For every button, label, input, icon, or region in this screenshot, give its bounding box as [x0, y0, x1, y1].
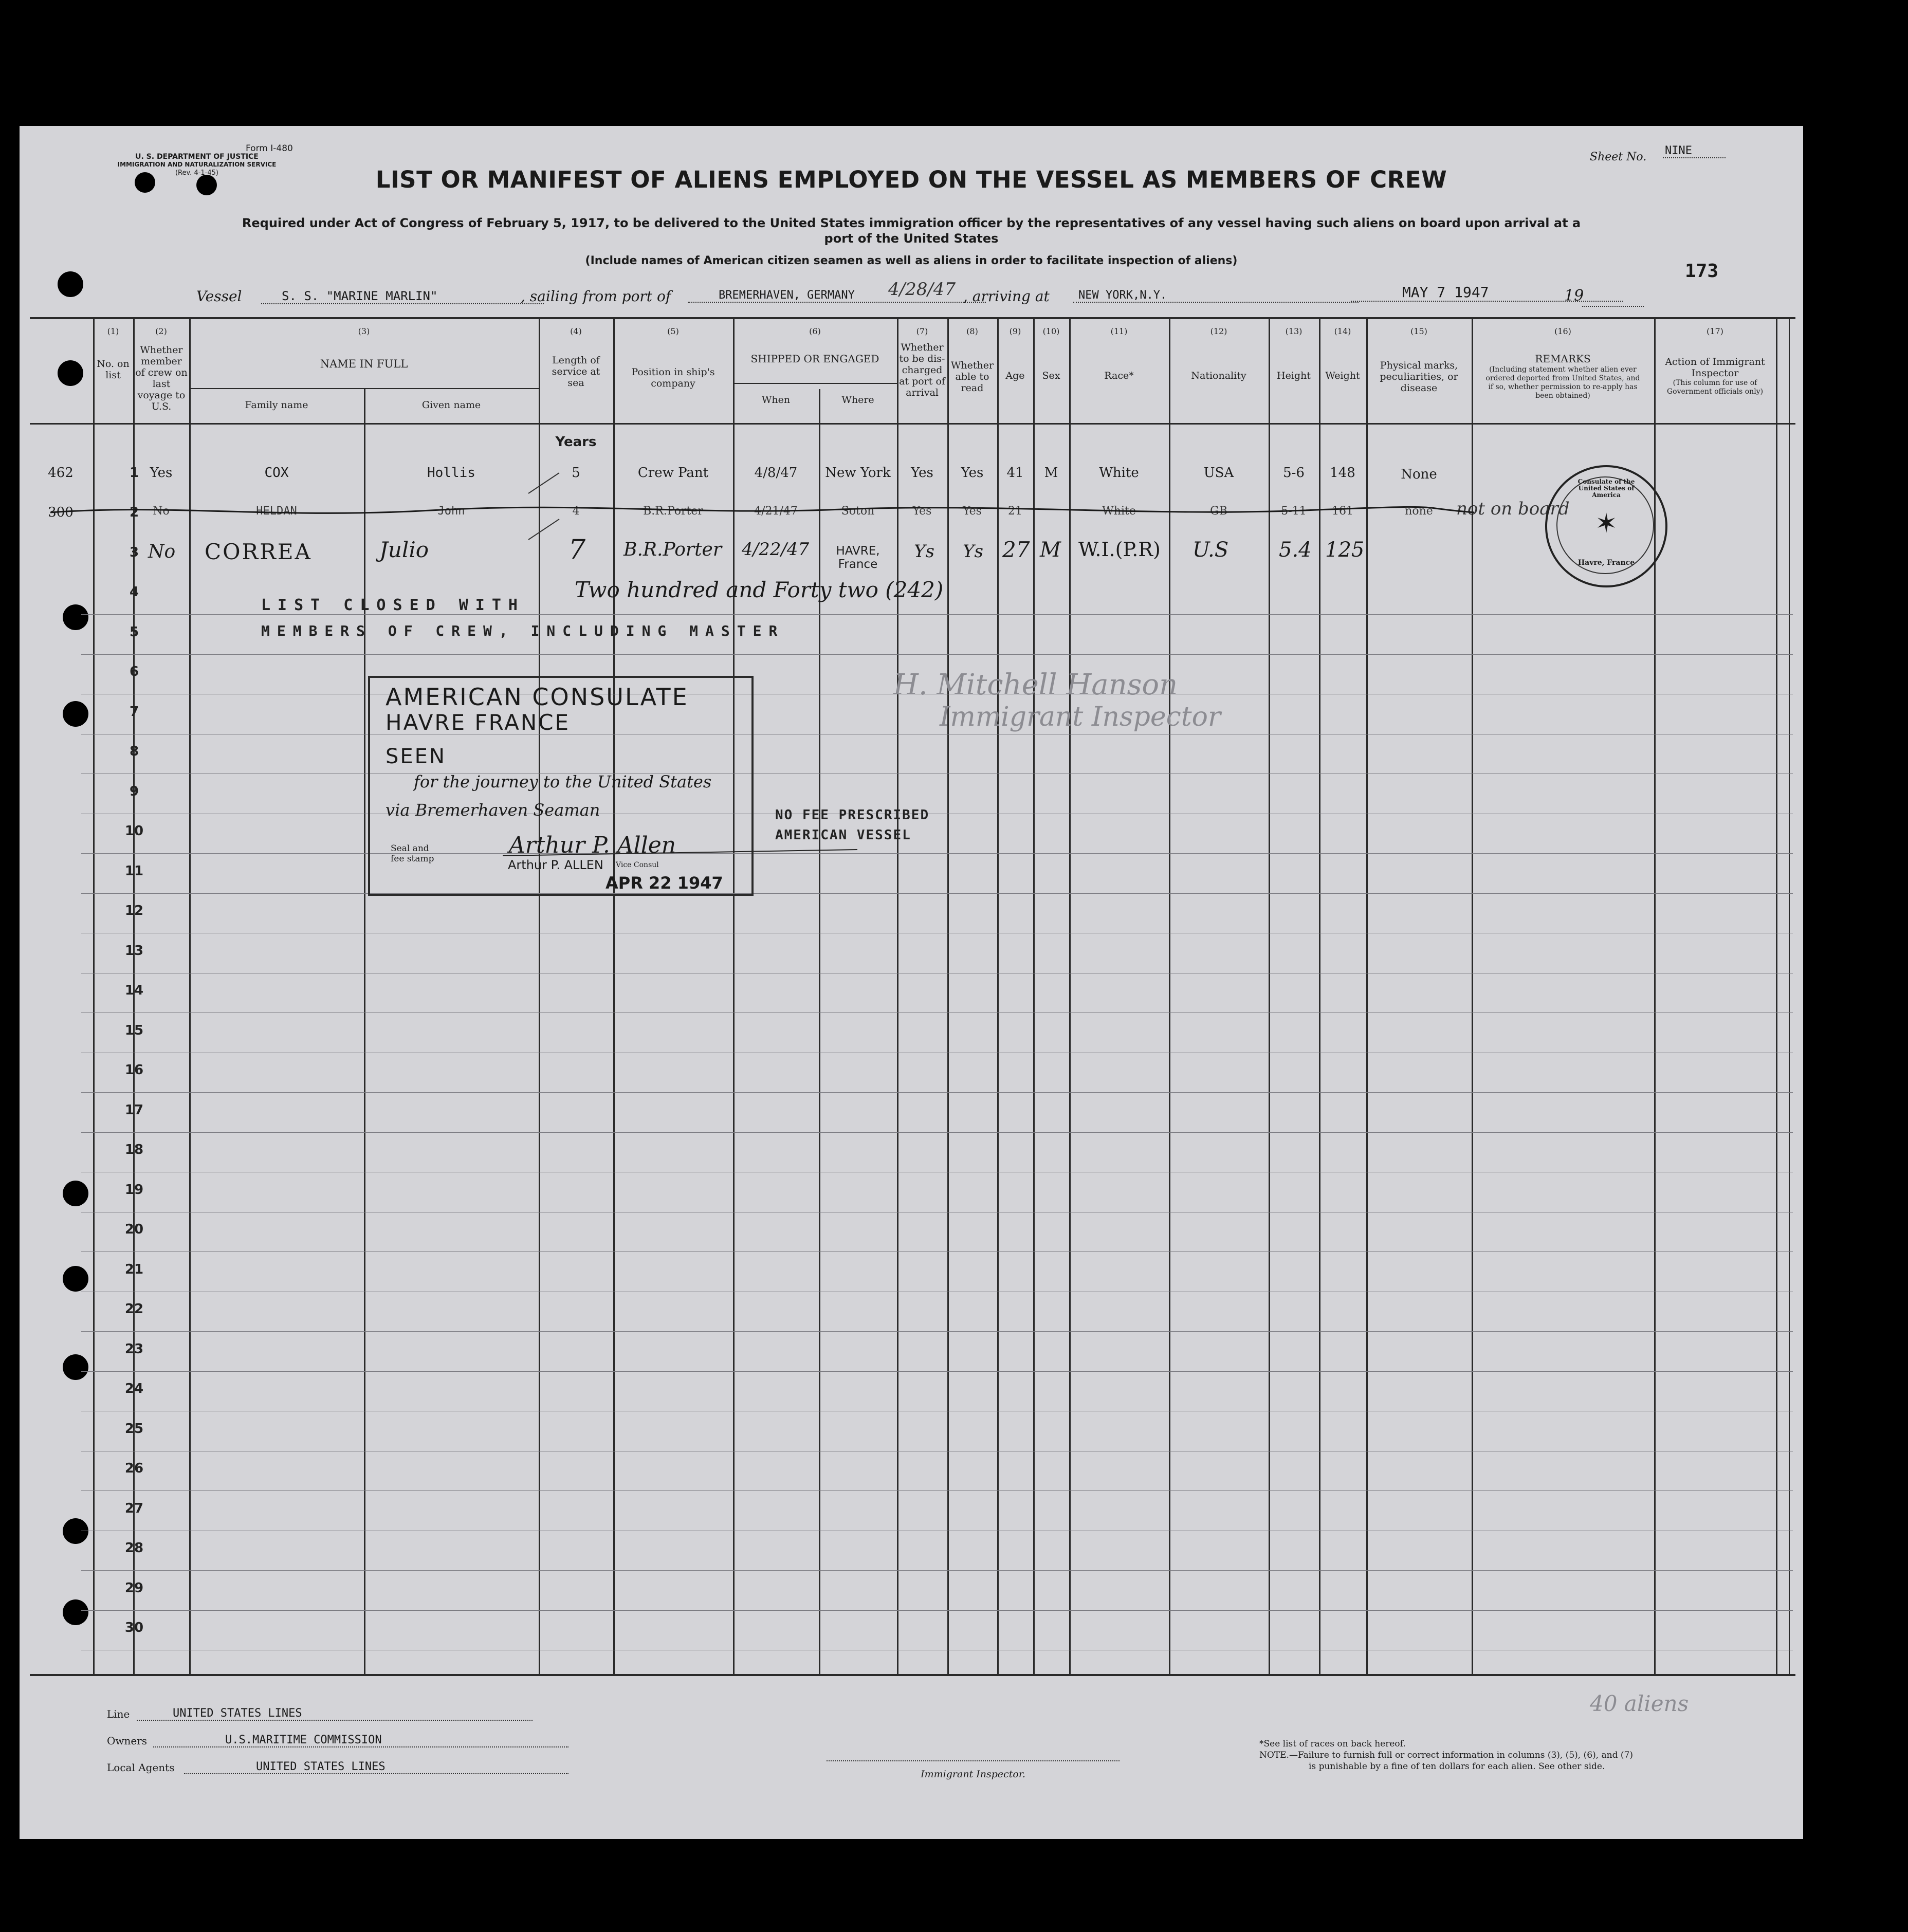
header-when: When	[761, 394, 791, 406]
line-value: UNITED STATES LINES	[137, 1707, 533, 1721]
column-number: (16)	[1554, 326, 1571, 336]
nationality-cell: GB	[1210, 505, 1227, 518]
row-number: 15	[124, 1023, 144, 1038]
header-sex: Sex	[1042, 370, 1060, 381]
column-number: (8)	[966, 326, 978, 336]
arriving-port: NEW YORK,N.Y.	[1073, 289, 1359, 303]
row-number: 12	[124, 903, 144, 918]
arrival-date: MAY 7 1947	[1351, 284, 1623, 302]
height-cell: 5-11	[1281, 505, 1307, 518]
service-name: IMMIGRATION AND NATURALIZATION SERVICE	[117, 161, 277, 168]
last-voyage-cell: Yes	[150, 465, 173, 481]
race-cell: White	[1099, 465, 1139, 481]
family-name-cell: CORREA	[205, 539, 312, 564]
consul-name: Arthur P. ALLEN	[508, 858, 603, 872]
subtitle-line-1: Required under Act of Congress of February 5, 1917, to be delivered to the United States immigration officer by the representatives of any vessel having such aliens on board upon arrival at a	[242, 216, 1581, 230]
subheader-line	[189, 388, 540, 389]
age-cell: 41	[1006, 465, 1024, 481]
last-voyage-cell: No	[148, 541, 176, 562]
column-divider	[1789, 317, 1790, 1674]
weight-cell: 125	[1325, 538, 1365, 562]
sex-cell: M	[1044, 465, 1058, 481]
read-cell: Yes	[963, 505, 982, 518]
form-revision: (Rev. 4-1-45)	[175, 169, 218, 177]
crew-count-handwritten: Two hundred and Forty two (242)	[575, 577, 944, 602]
subtitle-note: (Include names of American citizen seamen as well as aliens in order to facilitate inspection of aliens)	[585, 254, 1238, 267]
strike-through-line	[20, 501, 1562, 522]
header-remarks-note: (Including statement whether alien ever ordered deported from United States, and if so, whether permission to re-apply has been obtained)	[1485, 365, 1640, 400]
consulate-city: HAVRE FRANCE	[386, 710, 571, 735]
sailing-date: 4/28/47	[888, 279, 956, 300]
vessel-label: Vessel	[196, 288, 242, 305]
no-fee-stamp: NO FEE PRESCRIBED	[775, 807, 930, 823]
header-name-in-full: NAME IN FULL	[320, 358, 408, 370]
service-cell: 5	[572, 465, 580, 481]
row-number: 8	[129, 744, 139, 759]
discharged-cell: Ys	[914, 541, 934, 562]
sex-cell: M	[1040, 538, 1061, 562]
seal-text-bottom: Havre, France	[1577, 559, 1635, 567]
members-of-crew-line: MEMBERS OF CREW, INCLUDING MASTER	[261, 622, 785, 639]
row-number: 1	[129, 465, 139, 481]
punch-hole	[63, 1266, 88, 1292]
row-number: 25	[124, 1421, 144, 1437]
department-name: U. S. DEPARTMENT OF JUSTICE	[135, 153, 259, 161]
stamp-date: APR 22 1947	[606, 873, 723, 893]
row-number: 16	[124, 1062, 144, 1078]
column-divider	[364, 389, 365, 1674]
column-number: (13)	[1285, 326, 1302, 336]
header-discharged: Whether to be dis-charged at port of arrival	[899, 342, 945, 398]
column-number: (4)	[570, 326, 582, 336]
header-able-to-read: Whether able to read	[950, 360, 994, 394]
row-rule	[81, 893, 1793, 894]
row-rule	[81, 1092, 1793, 1093]
family-name-cell: COX	[264, 465, 289, 481]
marks-cell: none	[1405, 505, 1433, 518]
row-number: 30	[124, 1620, 144, 1635]
table-top-border	[30, 317, 1795, 319]
column-number: (7)	[916, 326, 928, 336]
when-cell: 4/22/47	[742, 539, 810, 560]
row-rule	[81, 1371, 1793, 1372]
where-cell: HAVRE, France	[836, 544, 880, 571]
race-cell: White	[1102, 505, 1136, 518]
column-number: (11)	[1110, 326, 1128, 336]
position-cell: B.R.Porter	[643, 505, 703, 518]
weight-cell: 148	[1330, 465, 1355, 481]
last-voyage-cell: No	[153, 505, 170, 518]
read-cell: Yes	[961, 465, 984, 481]
row-number: 19	[124, 1182, 144, 1198]
service-cell: 7	[568, 535, 586, 565]
column-number: (14)	[1334, 326, 1351, 336]
inspector-signature-line	[827, 1760, 1120, 1761]
consulate-name: AMERICAN CONSULATE	[386, 683, 689, 711]
list-closed-line: LIST CLOSED WITH	[261, 596, 525, 614]
column-number: (12)	[1210, 326, 1227, 336]
row-number: 2	[129, 505, 139, 520]
page-number: 173	[1685, 261, 1719, 282]
when-cell: 4/8/47	[754, 465, 798, 481]
inspector-title-handwritten: Immigrant Inspector	[940, 702, 1221, 732]
row-number: 10	[124, 823, 144, 839]
header-inspector-note: (This column for use of Government officials only)	[1666, 379, 1764, 396]
read-cell: Ys	[963, 541, 983, 562]
column-number: (3)	[358, 326, 370, 336]
position-cell: Crew Pant	[637, 465, 709, 481]
consulate-stamp	[368, 676, 754, 896]
subheader-line	[733, 383, 898, 384]
row-rule	[81, 1331, 1793, 1332]
form-number: Form I-480	[246, 143, 293, 154]
header-last-voyage: Whether member of crew on last voyage to U.S.	[135, 344, 188, 412]
discharged-cell: Yes	[912, 505, 932, 518]
column-number: (2)	[155, 326, 167, 336]
row-rule	[81, 654, 1793, 655]
row-number: 4	[129, 584, 139, 600]
nationality-cell: U.S	[1192, 538, 1229, 562]
column-number: (17)	[1707, 326, 1723, 336]
subtitle-line-2: port of the United States	[824, 231, 999, 246]
family-name-cell: HELDAN	[256, 505, 297, 518]
row-number: 28	[124, 1540, 144, 1556]
sheet-value: NINE	[1663, 144, 1726, 158]
row-number: 27	[124, 1501, 144, 1516]
row-number: 13	[124, 943, 144, 959]
punch-hole	[63, 1181, 88, 1206]
punch-hole	[63, 1518, 88, 1544]
agents-label: Local Agents	[107, 1761, 175, 1774]
header-shipped-engaged: SHIPPED OR ENGAGED	[750, 353, 879, 365]
header-height: Height	[1277, 370, 1311, 381]
header-given-name: Given name	[421, 399, 481, 411]
when-cell: 4/21/47	[754, 505, 798, 518]
margin-number: 300	[48, 505, 74, 520]
signature-underline	[503, 845, 863, 861]
remarks-cell: not on board	[1456, 499, 1570, 519]
sailing-label: , sailing from port of	[521, 288, 671, 305]
journey-note: for the journey to the United States	[414, 772, 712, 792]
fine-note: NOTE.—Failure to furnish full or correct information in columns (3), (5), (6), and (7)	[1259, 1750, 1633, 1760]
punch-hole	[58, 360, 83, 386]
header-where: Where	[841, 394, 874, 406]
agents-value: UNITED STATES LINES	[184, 1760, 568, 1774]
marks-cell: None	[1401, 467, 1437, 482]
row-number: 17	[124, 1102, 144, 1118]
nationality-cell: USA	[1203, 465, 1234, 481]
where-cell: New York	[825, 465, 891, 481]
years-label: Years	[555, 434, 597, 450]
age-cell: 21	[1008, 505, 1022, 518]
table-bottom-border	[30, 1674, 1795, 1676]
column-divider	[1776, 317, 1777, 1674]
sailing-port: BREMERHAVEN, GERMANY	[688, 289, 986, 303]
row-number: 22	[124, 1301, 144, 1317]
punch-hole	[63, 1599, 88, 1625]
arriving-label: , arriving at	[963, 288, 1050, 305]
row-number: 3	[129, 545, 139, 560]
row-rule	[81, 1570, 1793, 1571]
given-name-cell: John	[437, 505, 465, 518]
seal-label: fee stamp	[391, 854, 434, 864]
header-race: Race*	[1104, 370, 1134, 381]
tick-mark	[523, 470, 564, 573]
given-name-cell: Hollis	[427, 465, 475, 481]
header-remarks: REMARKS	[1535, 353, 1591, 365]
margin-number: 462	[48, 465, 74, 481]
header-bottom-border	[30, 423, 1795, 425]
header-age: Age	[1005, 370, 1025, 381]
page-title: LIST OR MANIFEST OF ALIENS EMPLOYED ON THE VESSEL AS MEMBERS OF CREW	[375, 166, 1447, 193]
header-family-name: Family name	[245, 399, 308, 411]
punch-hole	[63, 604, 88, 630]
discharged-cell: Yes	[911, 465, 933, 481]
row-number: 5	[129, 624, 139, 640]
row-rule	[81, 1132, 1793, 1133]
fine-note: is punishable by a fine of ten dollars for each alien. See other side.	[1309, 1761, 1605, 1772]
row-number: 29	[124, 1580, 144, 1596]
header-physical-marks: Physical marks, peculiarities, or disease	[1380, 360, 1458, 394]
aliens-note: 40 aliens	[1590, 1691, 1689, 1716]
header-nationality: Nationality	[1191, 370, 1246, 381]
inspector-signature: H. Mitchell Hanson	[893, 668, 1178, 702]
row-number: 20	[124, 1222, 144, 1237]
column-number: (5)	[667, 326, 679, 336]
sheet-label: Sheet No.	[1590, 151, 1647, 163]
seal-text-top: Consulate of the United States of America	[1577, 478, 1635, 499]
column-number: (9)	[1009, 326, 1021, 336]
manifest-sheet	[20, 126, 1803, 1839]
header-weight: Weight	[1325, 370, 1360, 381]
no-fee-stamp: AMERICAN VESSEL	[775, 827, 911, 843]
round-seal	[1545, 465, 1667, 587]
seen-label: SEEN	[386, 745, 446, 768]
column-number: (10)	[1042, 326, 1060, 336]
punch-hole	[58, 271, 83, 297]
height-cell: 5-6	[1283, 465, 1305, 481]
row-number: 6	[129, 664, 139, 679]
consul-signature: Arthur P. Allen	[509, 832, 676, 858]
age-cell: 27	[1002, 537, 1030, 562]
given-name-cell: Julio	[379, 537, 429, 562]
vessel-value: S. S. "MARINE MARLIN"	[261, 289, 544, 304]
column-number: (15)	[1410, 326, 1427, 336]
year-suffix: 19	[1564, 287, 1584, 305]
row-number: 26	[124, 1461, 144, 1476]
row-number: 9	[129, 784, 139, 799]
header-length-service: Length of service at sea	[552, 355, 600, 389]
row-number: 11	[124, 863, 144, 879]
line-label: Line	[107, 1708, 130, 1720]
position-cell: B.R.Porter	[623, 539, 722, 560]
punch-hole	[63, 701, 88, 727]
row-rule	[81, 853, 1793, 854]
where-cell: Soton	[841, 505, 875, 518]
punch-hole	[63, 1354, 88, 1380]
header-position: Position in ship's company	[631, 366, 715, 389]
column-number: (1)	[107, 326, 119, 336]
year-line	[1582, 306, 1644, 307]
weight-cell: 161	[1332, 505, 1353, 518]
owners-label: Owners	[107, 1735, 148, 1747]
consul-title: Vice Consul	[616, 861, 659, 869]
row-number: 21	[124, 1262, 144, 1277]
via-note: via Bremerhaven Seaman	[386, 800, 600, 820]
row-number: 14	[124, 983, 144, 998]
row-number: 7	[129, 704, 139, 720]
race-note: *See list of races on back hereof.	[1259, 1739, 1406, 1749]
row-number: 24	[124, 1381, 144, 1396]
header-inspector-action: Action of Immigrant Inspector	[1665, 356, 1765, 379]
inspector-label: Immigrant Inspector.	[921, 1769, 1025, 1780]
height-cell: 5.4	[1279, 538, 1312, 562]
row-rule	[81, 1610, 1793, 1611]
owners-value: U.S.MARITIME COMMISSION	[153, 1734, 568, 1747]
row-rule	[81, 614, 1793, 615]
eagle-icon: ✶	[1595, 508, 1618, 539]
service-cell: 4	[572, 505, 580, 518]
column-number: (6)	[809, 326, 821, 336]
seal-label: Seal and	[391, 843, 429, 854]
race-cell: W.I.(P.R)	[1078, 538, 1161, 561]
row-number: 18	[124, 1142, 144, 1157]
header-no-on-list: No. on list	[97, 358, 130, 381]
row-number: 23	[124, 1341, 144, 1357]
